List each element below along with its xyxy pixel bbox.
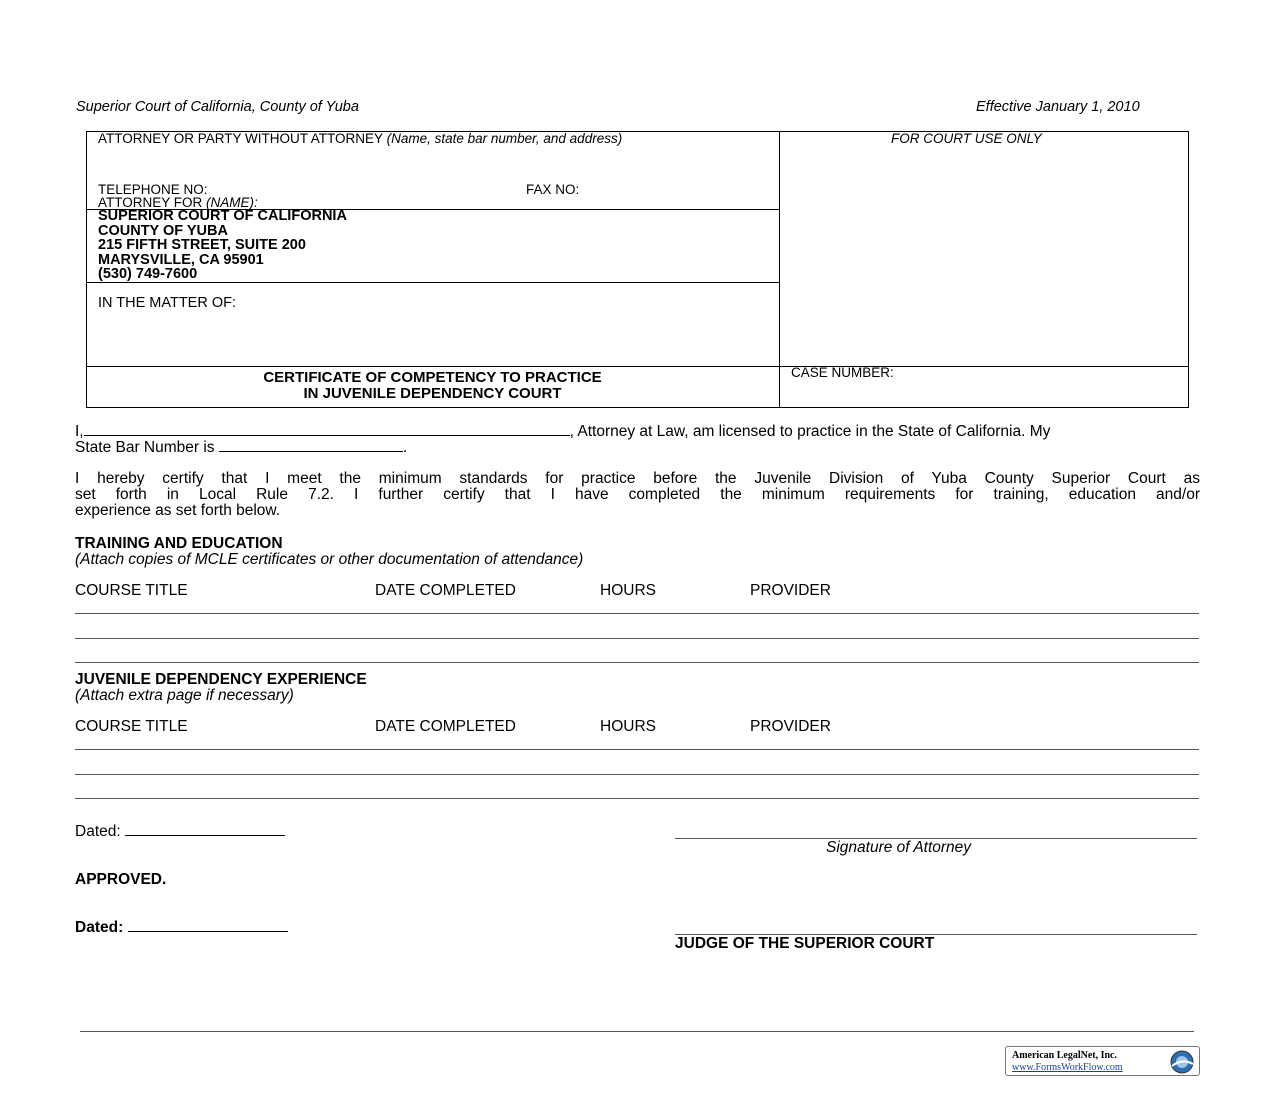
- court-address-line: 215 FIFTH STREET, SUITE 200: [98, 237, 306, 254]
- bar-number-text: State Bar Number is: [75, 439, 215, 456]
- certify-line-3: experience as set forth below.: [75, 502, 281, 519]
- dated-label-2: Dated:: [75, 919, 124, 936]
- form-title-line-2: IN JUVENILE DEPENDENCY COURT: [303, 385, 562, 402]
- logo-url[interactable]: www.FormsWorkFlow.com: [1012, 1062, 1123, 1073]
- court-header: Superior Court of California, County of Yuba: [76, 99, 359, 115]
- signature-caption: Signature of Attorney: [826, 839, 972, 856]
- court-address-line: COUNTY OF YUBA: [98, 222, 228, 239]
- experience-col-date: DATE COMPLETED: [375, 718, 516, 735]
- training-col-course: COURSE TITLE: [75, 582, 188, 599]
- attorney-for-label: ATTORNEY FOR: [98, 195, 203, 210]
- logo-company: American LegalNet, Inc.: [1012, 1050, 1117, 1061]
- matter-label: IN THE MATTER OF:: [98, 295, 237, 311]
- experience-entry-line[interactable]: [75, 774, 1199, 775]
- court-address: [98, 209, 347, 282]
- experience-entry-line[interactable]: [75, 749, 1199, 750]
- attorney-note: (Name, state bar number, and address): [386, 131, 623, 146]
- training-note: (Attach copies of MCLE certificates or other documentation of attendance): [75, 551, 584, 568]
- caption-rule-3: [86, 366, 1189, 367]
- globe-icon: [1169, 1049, 1195, 1075]
- training-heading: TRAINING AND EDUCATION: [75, 535, 283, 552]
- court-use-label: FOR COURT USE ONLY: [891, 131, 1042, 146]
- training-entry-line[interactable]: [75, 662, 1199, 663]
- effective-date: Effective January 1, 2010: [976, 99, 1140, 115]
- bar-number-blank[interactable]: [219, 439, 403, 452]
- attorney-label: ATTORNEY OR PARTY WITHOUT ATTORNEY: [98, 131, 383, 146]
- form-title-line-1: CERTIFICATE OF COMPETENCY TO PRACTICE: [263, 369, 602, 386]
- certify-line-2: set forth in Local Rule 7.2. I further certify that I have completed the minimum requirements for training, education and/or: [75, 487, 1200, 503]
- dated-blank-2[interactable]: [128, 919, 288, 932]
- statement-text: , Attorney at Law, am licensed to practice in the State of California. My: [569, 423, 1051, 440]
- attorney-for-name: (NAME):: [206, 195, 258, 210]
- experience-heading: JUVENILE DEPENDENCY EXPERIENCE: [75, 671, 367, 688]
- attorney-name-blank[interactable]: [84, 423, 570, 436]
- court-address-line: MARYSVILLE, CA 95901: [98, 251, 264, 268]
- fax-label: FAX NO:: [526, 182, 580, 197]
- court-address-line: (530) 749-7600: [98, 266, 198, 283]
- certify-line-1: I hereby certify that I meet the minimum standards for practice before the Juvenile Division of Yuba County Superior Court as: [75, 471, 1200, 487]
- footer-rule: [80, 1031, 1194, 1032]
- experience-col-course: COURSE TITLE: [75, 718, 188, 735]
- training-entry-line[interactable]: [75, 638, 1199, 639]
- experience-note: (Attach extra page if necessary): [75, 687, 294, 704]
- attorney-statement-line: [75, 423, 1200, 440]
- form-title: [86, 370, 779, 402]
- statement-prefix: I,: [75, 423, 84, 440]
- case-number-label: CASE NUMBER:: [791, 365, 894, 380]
- dated-label: Dated:: [75, 823, 121, 840]
- bar-number-end: .: [402, 439, 408, 456]
- telephone-label: TELEPHONE NO:: [98, 182, 208, 197]
- caption-rule-2: [86, 282, 779, 283]
- training-col-hours: HOURS: [600, 582, 656, 599]
- dated-blank[interactable]: [125, 823, 285, 836]
- court-address-line: SUPERIOR COURT OF CALIFORNIA: [98, 208, 347, 224]
- experience-col-provider: PROVIDER: [750, 718, 831, 735]
- footer-logo: [1005, 1046, 1200, 1076]
- dated-field: [75, 823, 285, 841]
- attorney-field-label: [98, 131, 622, 146]
- training-col-date: DATE COMPLETED: [375, 582, 516, 599]
- approved-label: APPROVED.: [75, 871, 167, 888]
- judge-caption: JUDGE OF THE SUPERIOR COURT: [675, 935, 935, 952]
- training-entry-line[interactable]: [75, 613, 1199, 614]
- experience-entry-line[interactable]: [75, 798, 1199, 799]
- training-col-provider: PROVIDER: [750, 582, 831, 599]
- dated-field-2: [75, 919, 288, 937]
- experience-col-hours: HOURS: [600, 718, 656, 735]
- bar-number-line: [75, 439, 407, 456]
